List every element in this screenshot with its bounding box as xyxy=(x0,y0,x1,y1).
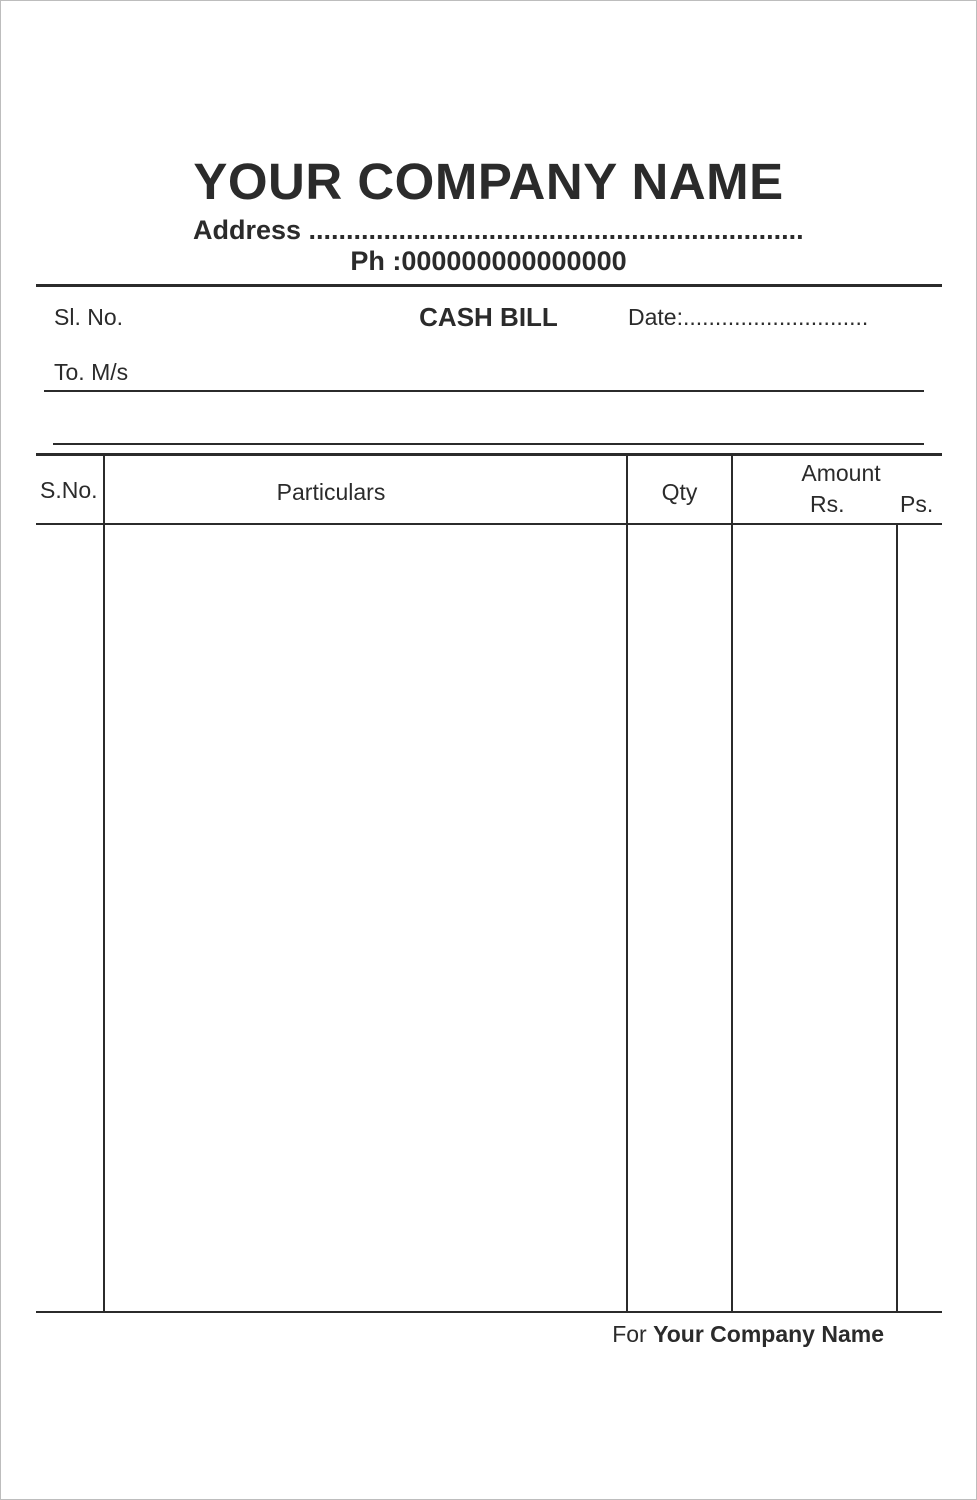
footer-company-name: Your Company Name xyxy=(653,1321,884,1347)
column-header-amount: Amount xyxy=(801,460,881,486)
footer-signature xyxy=(612,1320,884,1348)
col-divider-sno xyxy=(103,455,105,1312)
table-bottom-border xyxy=(36,1311,942,1313)
to-ms-line-1 xyxy=(44,390,924,392)
serial-number-label: Sl. No. xyxy=(54,304,124,330)
col-divider-particulars xyxy=(626,455,628,1312)
company-name: YOUR COMPANY NAME xyxy=(193,153,784,210)
phone-line: Ph :000000000000000 xyxy=(350,246,627,276)
col-divider-qty xyxy=(731,455,733,1312)
col-divider-rs-ps xyxy=(896,525,898,1312)
column-header-particulars: Particulars xyxy=(276,479,386,505)
footer-for-label: For xyxy=(612,1321,647,1347)
date-label: Date:............................. xyxy=(628,304,869,330)
column-header-rs: Rs. xyxy=(810,491,845,517)
column-header-ps: Ps. xyxy=(900,491,934,517)
table-top-border xyxy=(36,453,942,456)
table-header-divider xyxy=(36,523,942,525)
to-ms-label: To. M/s xyxy=(54,359,129,385)
bill-title: CASH BILL xyxy=(419,302,558,332)
address-line: Address .................................................................. xyxy=(193,215,804,245)
column-header-qty: Qty xyxy=(661,479,698,505)
header-divider xyxy=(36,284,942,287)
column-header-sno: S.No. xyxy=(40,477,98,503)
to-ms-line-2 xyxy=(53,443,924,445)
